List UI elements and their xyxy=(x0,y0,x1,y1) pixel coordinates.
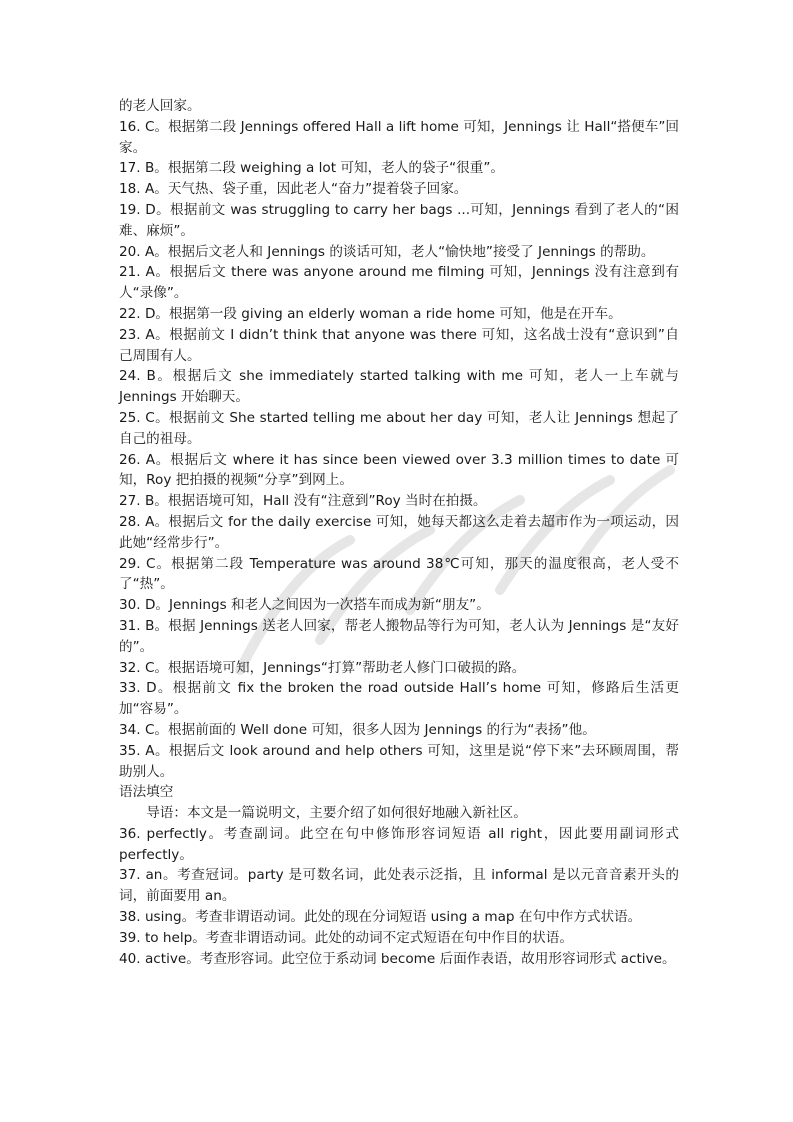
answer-21: 21. A。根据后文 there was anyone around me filming 可知，Jennings 没有注意到有人“录像”。 xyxy=(119,264,679,302)
answer-39: 39. to help。考查非谓语动词。此处的动词不定式短语在句中作目的状语。 xyxy=(119,929,573,946)
answer-25: 25. C。根据前文 She started telling me about her day 可知，老人让 Jennings 想起了自己的祖母。 xyxy=(119,409,679,447)
answer-33: 33. D。根据前文 fix the broken the road outside Hall’s home 可知，修路后生活更加“容易”。 xyxy=(119,680,679,718)
answer-16: 16. C。根据第二段 Jennings offered Hall a lift home 可知，Jennings 让 Hall“搭便车”回家。 xyxy=(119,118,679,156)
continuation-line: 的老人回家。 xyxy=(119,98,201,114)
section-title: 语法填空 xyxy=(119,784,174,801)
answer-23: 23. A。根据前文 I didn’t think that anyone was there 可知，这名战士没有“意识到”自己周围有人。 xyxy=(119,326,679,364)
answer-34: 34. C。根据前面的 Well done 可知，很多人因为 Jennings 的行为“表扬”他。 xyxy=(119,721,596,738)
answer-30: 30. D。Jennings 和老人之间因为一次搭车而成为新“朋友”。 xyxy=(119,597,490,614)
answer-17: 17. B。根据第二段 weighing a lot 可知，老人的袋子“很重”。 xyxy=(119,160,505,177)
answer-37: 37. an。考查冠词。party 是可数名词，此处表示泛指，且 informal 是以元音音素开头的词，前面要用 an。 xyxy=(119,867,679,905)
answer-31: 31. B。根据 Jennings 送老人回家，帮老人搬物品等行为可知，老人认为 Jennings 是“友好的”。 xyxy=(119,617,679,655)
answer-38: 38. using。考查非谓语动词。此处的现在分词短语 using a map 在句中作方式状语。 xyxy=(119,909,642,926)
answer-22: 22. D。根据第一段 giving an elderly woman a ride home 可知，他是在开车。 xyxy=(119,305,622,322)
answer-35: 35. A。根据后文 look around and help others 可知，这里是说“停下来”去环顾周围，帮助别人。 xyxy=(119,742,679,780)
answer-40: 40. active。考查形容词。此空位于系动词 become 后面作表语，故用形容词形式 active。 xyxy=(119,950,676,967)
section-intro: 导语：本文是一篇说明文，主要介绍了如何很好地融入新社区。 xyxy=(146,805,527,822)
answer-19: 19. D。根据前文 was struggling to carry her bags ...可知，Jennings 看到了老人的“困难、麻烦”。 xyxy=(119,201,679,239)
answer-18: 18. A。天气热、袋子重，因此老人“奋力”提着袋子回家。 xyxy=(119,181,468,198)
answer-28: 28. A。根据后文 for the daily exercise 可知，她每天都这么走着去超市作为一项运动，因此她“经常步行”。 xyxy=(119,513,679,551)
answer-20: 20. A。根据后文老人和 Jennings 的谈话可知，老人“愉快地”接受了 Jennings 的帮助。 xyxy=(119,243,655,260)
answer-key-text xyxy=(119,96,679,969)
answer-26: 26. A。根据后文 where it has since been viewed over 3.3 million times to date 可知，Roy 把拍摄的视频“分享”到网上。 xyxy=(119,451,679,489)
answer-29: 29. C。根据第二段 Temperature was around 38℃可知，那天的温度很高，老人受不了“热”。 xyxy=(119,555,679,593)
answer-27: 27. B。根据语境可知，Hall 没有“注意到”Roy 当时在拍摄。 xyxy=(119,493,487,510)
answer-32: 32. C。根据语境可知，Jennings“打算”帮助老人修门口破损的路。 xyxy=(119,659,526,676)
answer-24: 24. B。根据后文 she immediately started talking with me 可知，老人一上车就与 Jennings 开始聊天。 xyxy=(119,368,679,406)
answer-36: 36. perfectly。考查副词。此空在句中修饰形容词短语 all right，因此要用副词形式 perfectly。 xyxy=(119,825,679,863)
